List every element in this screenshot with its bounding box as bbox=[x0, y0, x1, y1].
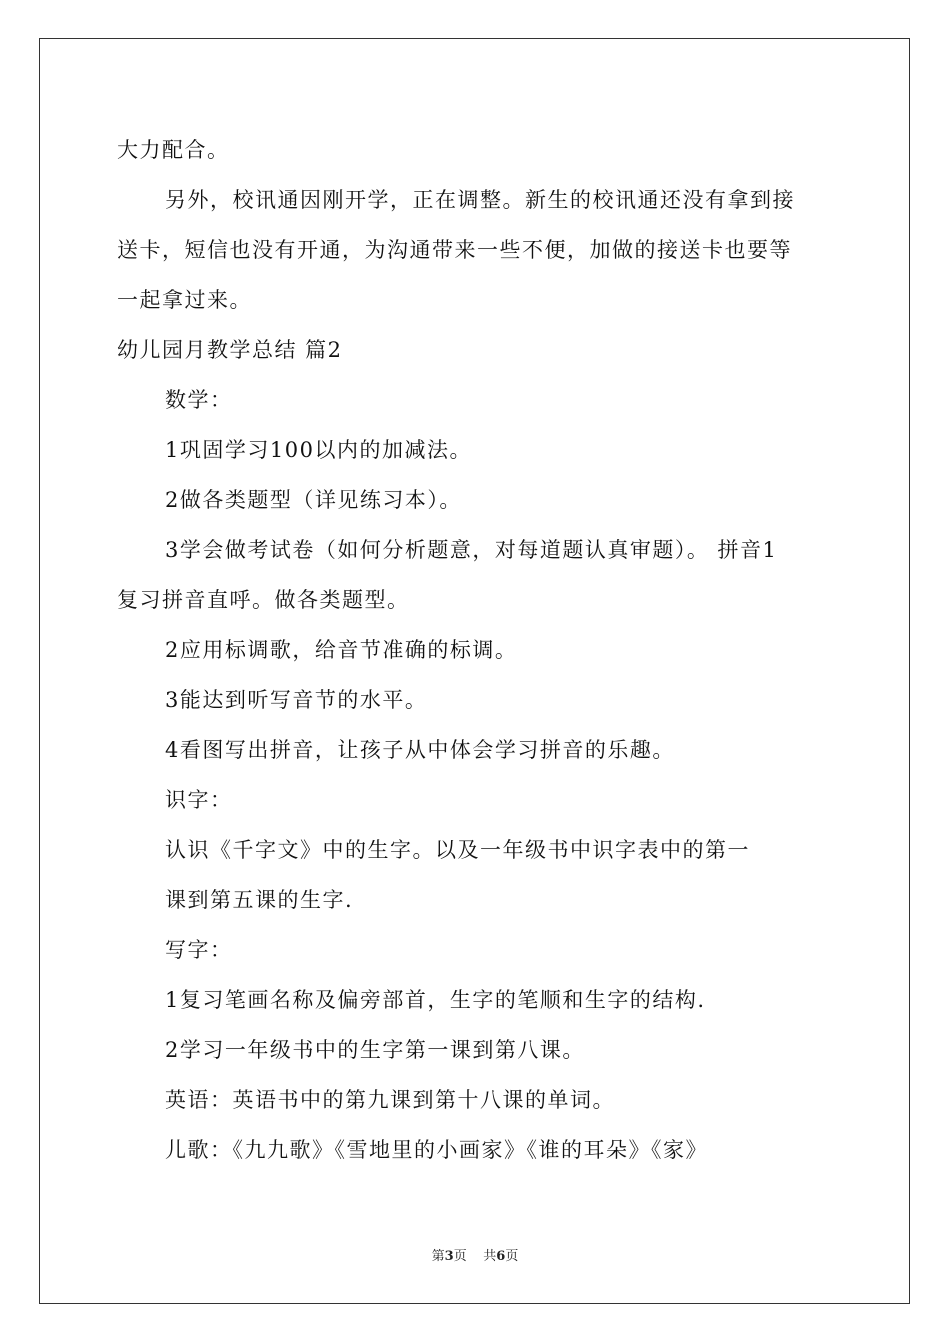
list-item: 2做各类题型（详见练习本）。 bbox=[165, 488, 462, 512]
page-total-prefix: 共 bbox=[483, 1249, 497, 1264]
paragraph-line: 大力配合。 bbox=[117, 138, 230, 162]
list-item: 1巩固学习100以内的加减法。 bbox=[165, 438, 472, 462]
subject-heading-math: 数学： bbox=[165, 388, 233, 412]
paragraph-line: 课到第五课的生字. bbox=[165, 888, 354, 912]
page-number-prefix: 第 bbox=[431, 1249, 445, 1264]
subject-heading-literacy: 识字： bbox=[165, 788, 233, 812]
list-item: 1复习笔画名称及偏旁部首，生字的笔顺和生字的结构. bbox=[165, 988, 706, 1012]
paragraph-line: 儿歌：《九九歌》《雪地里的小画家》《谁的耳朵》《家》 bbox=[165, 1138, 708, 1162]
paragraph-line: 英语：英语书中的第九课到第十八课的单词。 bbox=[165, 1088, 615, 1112]
paragraph-line: 送卡，短信也没有开通，为沟通带来一些不便，加做的接送卡也要等 bbox=[117, 238, 792, 262]
page-footer bbox=[0, 1248, 950, 1266]
page-border bbox=[39, 38, 910, 1304]
paragraph-line: 认识《千字文》中的生字。以及一年级书中识字表中的第一 bbox=[165, 838, 750, 862]
list-item: 3学会做考试卷（如何分析题意，对每道题认真审题）。 拼音1 bbox=[165, 538, 778, 562]
page-total-suffix: 页 bbox=[505, 1249, 519, 1264]
page-number-suffix: 页 bbox=[453, 1249, 467, 1264]
section-heading: 幼儿园月教学总结 篇2 bbox=[117, 338, 343, 362]
list-item: 复习拼音直呼。做各类题型。 bbox=[117, 588, 410, 612]
paragraph-line: 一起拿过来。 bbox=[117, 288, 252, 312]
subject-heading-writing: 写字： bbox=[165, 938, 233, 962]
list-item: 2学习一年级书中的生字第一课到第八课。 bbox=[165, 1038, 585, 1062]
list-item: 3能达到听写音节的水平。 bbox=[165, 688, 428, 712]
page-total-number: 6 bbox=[496, 1249, 506, 1264]
list-item: 2应用标调歌，给音节准确的标调。 bbox=[165, 638, 518, 662]
page-number-current: 3 bbox=[444, 1249, 454, 1264]
paragraph-line: 另外，校讯通因刚开学，正在调整。新生的校讯通还没有拿到接 bbox=[165, 188, 795, 212]
list-item: 4看图写出拼音，让孩子从中体会学习拼音的乐趣。 bbox=[165, 738, 675, 762]
